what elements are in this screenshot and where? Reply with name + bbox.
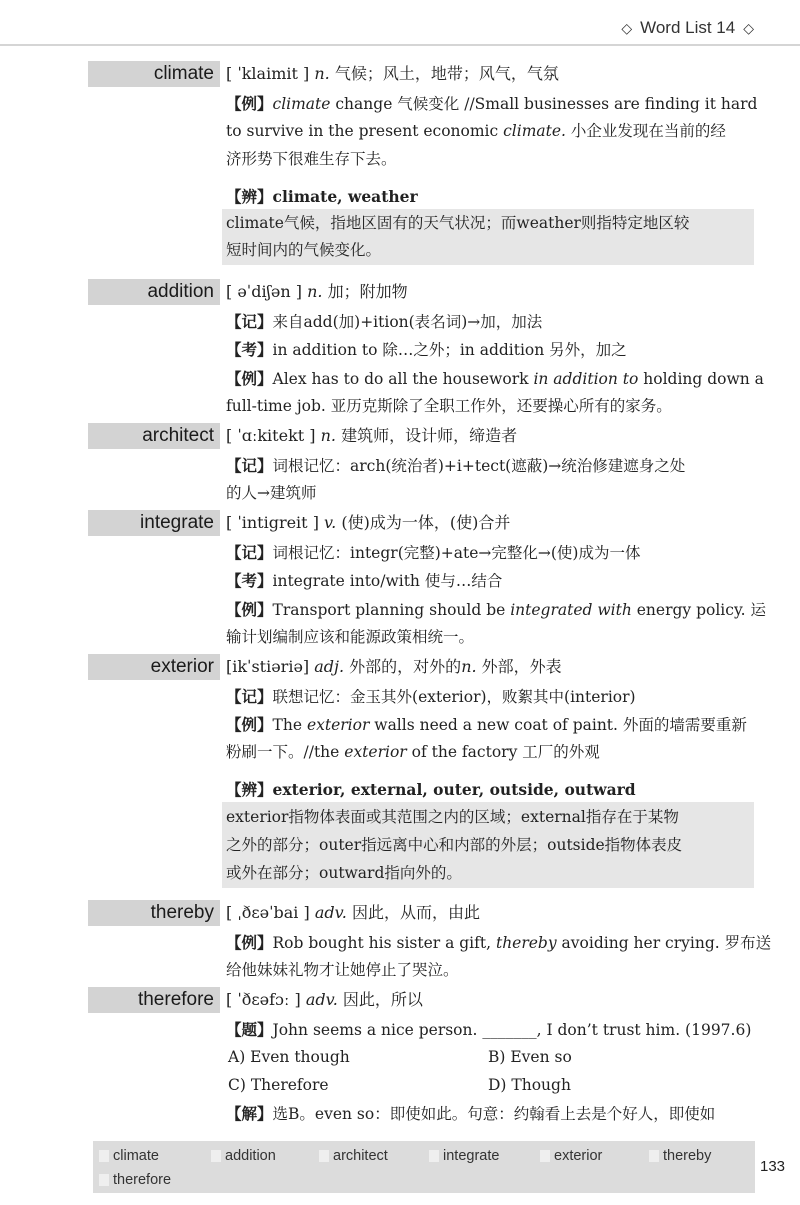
note-line: 短时间内的气候变化。 bbox=[226, 241, 382, 259]
memory-line: 【记】词根记忆：arch(统治者)+i+tect(遮蔽)→统治修建遮身之处 bbox=[226, 456, 686, 475]
example-line: 输计划编制应该和能源政策相统一。 bbox=[226, 628, 475, 646]
review-word: exterior bbox=[536, 1145, 602, 1167]
pronunciation-line: [ ˈintigreit ] v. (使)成为一体，(使)合并 bbox=[226, 513, 511, 532]
headword: exterior bbox=[150, 656, 214, 677]
headword: integrate bbox=[140, 512, 214, 533]
pronunciation-line: [ ˌðɛəˈbai ] adv. 因此，从而，由此 bbox=[226, 903, 480, 922]
note-title: 【辨】exterior, external, outer, outside, outward bbox=[226, 780, 636, 799]
review-word: architect bbox=[315, 1145, 388, 1167]
example-line: full-time job. 亚历克斯除了全职工作外，还要操心所有的家务。 bbox=[226, 397, 672, 415]
note-title: 【辨】climate, weather bbox=[226, 187, 418, 206]
header-divider bbox=[0, 44, 800, 46]
page-number: 133 bbox=[760, 1158, 786, 1175]
diamond-icon: ◇ bbox=[743, 19, 754, 36]
headword: addition bbox=[147, 281, 214, 302]
note-line: 或外在部分；outward指向外的。 bbox=[226, 864, 462, 882]
option-a: A) Even though bbox=[228, 1048, 350, 1066]
headword-bar bbox=[88, 61, 220, 87]
example-line: 【例】The exterior walls need a new coat of paint. 外面的墙需要重新 bbox=[226, 715, 747, 734]
pronunciation-line: [ikˈstiəriə] adj. 外部的，对外的n. 外部，外表 bbox=[226, 657, 562, 676]
headword: architect bbox=[142, 425, 214, 446]
memory-line: 【记】词根记忆：integr(完整)+ate→完整化→(使)成为一体 bbox=[226, 543, 641, 562]
memory-line: 的人→建筑师 bbox=[226, 484, 317, 502]
pronunciation-line: [ ˈklaimit ] n. 气候；风土，地带；风气，气氛 bbox=[226, 64, 559, 83]
example-line: 【例】Alex has to do all the housework in addition to holding down a bbox=[226, 369, 764, 388]
usage-line: 【考】in addition to 除…之外；in addition 另外，加之 bbox=[226, 340, 627, 359]
headword-bar bbox=[88, 279, 220, 305]
review-word: therefore bbox=[95, 1169, 171, 1191]
review-word: climate bbox=[95, 1145, 159, 1167]
option-c: C) Therefore bbox=[228, 1076, 329, 1094]
memory-line: 【记】来自add(加)+ition(表名词)→加，加法 bbox=[226, 312, 543, 331]
headword-bar bbox=[88, 900, 220, 926]
option-b: B) Even so bbox=[488, 1048, 572, 1066]
headword: thereby bbox=[150, 902, 214, 923]
note-line: exterior指物体表面或其范围之内的区域；external指存在于某物 bbox=[226, 808, 679, 826]
note-line: 之外的部分；outer指远离中心和内部的外层；outside指物体表皮 bbox=[226, 836, 683, 854]
page-header bbox=[621, 18, 754, 38]
headword-bar bbox=[88, 510, 220, 536]
review-word-strip bbox=[93, 1141, 755, 1193]
pronunciation-line: [ ˈðɛəfɔː ] adv. 因此，所以 bbox=[226, 990, 423, 1009]
note-line: climate气候，指地区固有的天气状况；而weather则指特定地区较 bbox=[226, 214, 690, 232]
pronunciation-line: [ ˈɑːkitekt ] n. 建筑师，设计师，缔造者 bbox=[226, 426, 518, 445]
explanation-line: 【解】选B。even so：即使如此。句意：约翰看上去是个好人，即使如 bbox=[226, 1104, 716, 1123]
headword: therefore bbox=[137, 989, 214, 1010]
memory-line: 【记】联想记忆：金玉其外(exterior)，败絮其中(interior) bbox=[226, 687, 636, 706]
example-line: to survive in the present economic climate. 小企业发现在当前的经 bbox=[226, 122, 726, 140]
diamond-icon: ◇ bbox=[621, 19, 633, 36]
review-word: thereby bbox=[645, 1145, 711, 1167]
example-line: 【例】climate change 气候变化 //Small businesses are finding it hard bbox=[226, 94, 758, 113]
review-word: integrate bbox=[425, 1145, 499, 1167]
example-line: 【例】Rob bought his sister a gift, thereby avoiding her crying. 罗布送 bbox=[226, 933, 772, 952]
review-word: addition bbox=[207, 1145, 276, 1167]
example-line: 【例】Transport planning should be integrated with energy policy. 运 bbox=[226, 600, 767, 619]
headword: climate bbox=[153, 63, 214, 84]
usage-line: 【考】integrate into/with 使与…结合 bbox=[226, 571, 503, 590]
example-line: 济形势下很难生存下去。 bbox=[226, 150, 397, 168]
word-list-title: Word List 14 bbox=[640, 18, 736, 37]
pronunciation-line: [ əˈdiʃən ] n. 加；附加物 bbox=[226, 282, 408, 301]
headword-bar bbox=[88, 987, 220, 1013]
headword-bar bbox=[88, 423, 220, 449]
option-d: D) Though bbox=[488, 1076, 571, 1094]
question-line: 【题】John seems a nice person. _______, I don’t trust him. (1997.6) bbox=[226, 1020, 752, 1039]
headword-bar bbox=[88, 654, 220, 680]
example-line: 粉刷一下。//the exterior of the factory 工厂的外观 bbox=[226, 743, 600, 761]
example-line: 给他妹妹礼物才让她停止了哭泣。 bbox=[226, 961, 459, 979]
